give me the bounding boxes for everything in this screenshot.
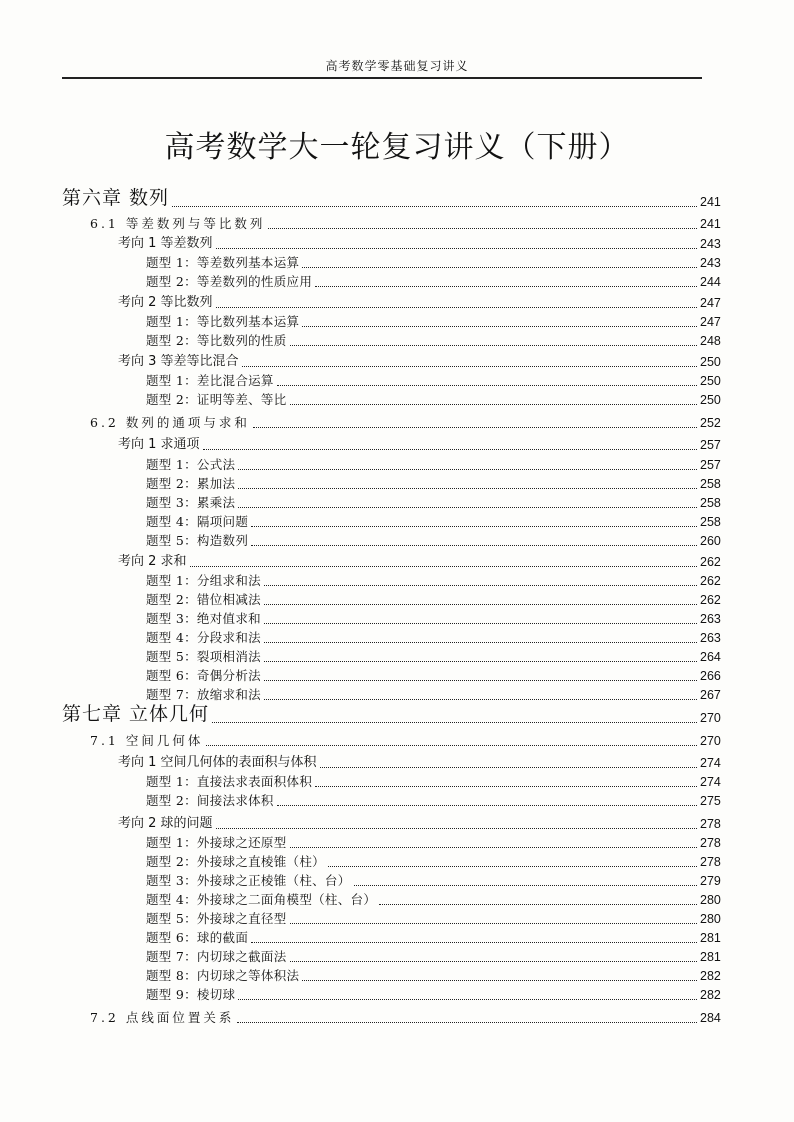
dot-leader — [206, 745, 697, 746]
toc-entry-page-number: 274 — [700, 775, 721, 789]
toc-entry-topic — [0, 753, 794, 771]
toc-entry-type — [0, 312, 794, 330]
toc-entry-page-number: 262 — [700, 593, 721, 607]
toc-entry-label: 考向 2 求和 — [118, 554, 187, 569]
toc-entry-label: 题型 4：外接球之二面角模型（柱、台） — [146, 892, 377, 907]
toc-entry-type — [0, 647, 794, 665]
dot-leader — [216, 828, 697, 829]
toc-entry-label: 考向 3 等差等比混合 — [118, 354, 239, 369]
toc-entry-label: 题型 2：等差数列的性质应用 — [146, 274, 313, 289]
toc-entry-page-number: 252 — [700, 416, 721, 430]
toc-entry-page-number: 282 — [700, 988, 721, 1002]
dot-leader — [238, 469, 697, 470]
toc-entry-label: 7.2 点线面位置关系 — [90, 1010, 235, 1025]
dot-leader — [172, 206, 697, 207]
toc-entry-type — [0, 966, 794, 984]
dot-leader — [302, 980, 697, 981]
toc-entry-page-number: 270 — [700, 734, 721, 748]
toc-entry-type — [0, 852, 794, 870]
toc-entry-page-number: 263 — [700, 612, 721, 626]
toc-entry-label: 考向 2 球的问题 — [118, 816, 213, 831]
toc-entry-page-number: 262 — [700, 555, 721, 569]
toc-entry-type — [0, 512, 794, 530]
dot-leader — [253, 427, 697, 428]
toc-entry-label: 题型 1：直接法求表面积体积 — [146, 774, 313, 789]
toc-entry-label: 7.1 空间几何体 — [90, 733, 204, 748]
dot-leader — [216, 248, 697, 249]
toc-entry-page-number: 257 — [700, 458, 721, 472]
toc-entry-type — [0, 909, 794, 927]
toc-entry-label: 题型 2：外接球之直棱锥（柱） — [146, 854, 325, 869]
toc-entry-page-number: 281 — [700, 931, 721, 945]
toc-entry-topic — [0, 435, 794, 453]
dot-leader — [238, 507, 697, 508]
toc-entry-type — [0, 253, 794, 271]
toc-entry-section — [0, 413, 794, 431]
toc-entry-page-number: 263 — [700, 631, 721, 645]
toc-entry-page-number: 266 — [700, 669, 721, 683]
toc-entry-page-number: 275 — [700, 794, 721, 808]
toc-entry-page-number: 267 — [700, 688, 721, 702]
toc-entry-label: 6.2 数列的通项与求和 — [90, 415, 250, 430]
toc-entry-topic — [0, 814, 794, 832]
toc-entry-label: 题型 4：隔项问题 — [146, 514, 249, 529]
toc-entry-section — [0, 1008, 794, 1026]
toc-entry-page-number: 278 — [700, 855, 721, 869]
toc-entry-page-number: 280 — [700, 893, 721, 907]
toc-entry-page-number: 264 — [700, 650, 721, 664]
toc-entry-label: 第七章 立体几何 — [62, 703, 210, 725]
toc-entry-page-number: 282 — [700, 969, 721, 983]
toc-entry-type — [0, 985, 794, 1003]
toc-entry-type — [0, 833, 794, 851]
toc-entry-page-number: 274 — [700, 756, 721, 770]
toc-entry-page-number: 280 — [700, 912, 721, 926]
toc-entry-label: 题型 1：公式法 — [146, 457, 236, 472]
dot-leader — [264, 585, 697, 586]
toc-entry-type — [0, 590, 794, 608]
toc-entry-page-number: 250 — [700, 374, 721, 388]
dot-leader — [264, 623, 697, 624]
toc-entry-topic — [0, 293, 794, 311]
toc-entry-page-number: 250 — [700, 355, 721, 369]
dot-leader — [212, 722, 697, 723]
toc-entry-section — [0, 731, 794, 749]
toc-entry-label: 题型 6：球的截面 — [146, 930, 249, 945]
toc-entry-label: 题型 2：间接法求体积 — [146, 793, 274, 808]
toc-entry-page-number: 281 — [700, 950, 721, 964]
toc-entry-type — [0, 947, 794, 965]
dot-leader — [379, 904, 697, 905]
dot-leader — [320, 767, 697, 768]
toc-entry-page-number: 250 — [700, 393, 721, 407]
dot-leader — [264, 680, 697, 681]
toc-entry-chapter — [0, 184, 794, 210]
toc-entry-page-number: 278 — [700, 817, 721, 831]
dot-leader — [290, 847, 697, 848]
toc-entry-label: 题型 6：奇偶分析法 — [146, 668, 261, 683]
dot-leader — [203, 449, 697, 450]
toc-entry-label: 题型 2：累加法 — [146, 476, 236, 491]
dot-leader — [302, 326, 697, 327]
toc-entry-page-number: 244 — [700, 275, 721, 289]
toc-entry-label: 第六章 数列 — [62, 187, 170, 209]
toc-entry-page-number: 262 — [700, 574, 721, 588]
dot-leader — [290, 404, 697, 405]
toc-entry-type — [0, 609, 794, 627]
toc-entry-topic — [0, 234, 794, 252]
toc-entry-page-number: 241 — [700, 217, 721, 231]
dot-leader — [264, 604, 697, 605]
toc-entry-label: 考向 1 求通项 — [118, 437, 200, 452]
toc-entry-type — [0, 390, 794, 408]
toc-entry-label: 题型 1：外接球之还原型 — [146, 835, 287, 850]
dot-leader — [268, 228, 697, 229]
dot-leader — [290, 345, 697, 346]
toc-entry-label: 题型 3：绝对值求和 — [146, 611, 261, 626]
toc-entry-label: 考向 1 空间几何体的表面积与体积 — [118, 755, 317, 770]
dot-leader — [290, 961, 697, 962]
dot-leader — [238, 999, 697, 1000]
toc-entry-type — [0, 493, 794, 511]
toc-entry-label: 考向 2 等比数列 — [118, 295, 213, 310]
toc-entry-page-number: 243 — [700, 237, 721, 251]
toc-entry-type — [0, 474, 794, 492]
toc-entry-type — [0, 871, 794, 889]
toc-entry-label: 题型 7：内切球之截面法 — [146, 949, 287, 964]
toc-entry-label: 题型 2：证明等差、等比 — [146, 392, 287, 407]
toc-entry-page-number: 284 — [700, 1011, 721, 1025]
toc-entry-type — [0, 272, 794, 290]
dot-leader — [251, 545, 697, 546]
dot-leader — [354, 885, 697, 886]
dot-leader — [290, 923, 697, 924]
dot-leader — [277, 805, 697, 806]
toc-entry-label: 题型 8：内切球之等体积法 — [146, 968, 300, 983]
toc-entry-page-number: 279 — [700, 874, 721, 888]
dot-leader — [237, 1022, 697, 1023]
dot-leader — [315, 286, 697, 287]
toc-entry-page-number: 248 — [700, 334, 721, 348]
toc-entry-page-number: 270 — [700, 711, 721, 725]
toc-entry-label: 题型 3：外接球之正棱锥（柱、台） — [146, 873, 351, 888]
toc-entry-type — [0, 628, 794, 646]
running-header: 高考数学零基础复习讲义 — [325, 59, 469, 73]
toc-entry-type — [0, 772, 794, 790]
toc-entry-section — [0, 214, 794, 232]
toc-entry-label: 题型 1：差比混合运算 — [146, 373, 274, 388]
toc-entry-page-number: 247 — [700, 315, 721, 329]
dot-leader — [277, 385, 697, 386]
toc-entry-page-number: 257 — [700, 438, 721, 452]
toc-entry-label: 题型 1：等差数列基本运算 — [146, 255, 300, 270]
dot-leader — [216, 307, 697, 308]
toc-entry-topic — [0, 352, 794, 370]
toc-entry-label: 6.1 等差数列与等比数列 — [90, 216, 266, 231]
dot-leader — [302, 267, 697, 268]
dot-leader — [264, 642, 697, 643]
toc-entry-type — [0, 890, 794, 908]
dot-leader — [251, 942, 697, 943]
toc-entry-page-number: 278 — [700, 836, 721, 850]
toc-entry-type — [0, 331, 794, 349]
dot-leader — [264, 661, 697, 662]
dot-leader — [251, 526, 697, 527]
dot-leader — [328, 866, 697, 867]
toc-entry-type — [0, 791, 794, 809]
toc-entry-type — [0, 928, 794, 946]
toc-entry-page-number: 258 — [700, 515, 721, 529]
toc-entry-label: 考向 1 等差数列 — [118, 236, 213, 251]
toc-entry-label: 题型 4：分段求和法 — [146, 630, 261, 645]
toc-entry-label: 题型 5：外接球之直径型 — [146, 911, 287, 926]
toc-entry-label: 题型 1：分组求和法 — [146, 573, 261, 588]
toc-entry-label: 题型 2：等比数列的性质 — [146, 333, 287, 348]
toc-entry-page-number: 258 — [700, 496, 721, 510]
toc-entry-label: 题型 3：累乘法 — [146, 495, 236, 510]
toc-entry-topic — [0, 552, 794, 570]
toc-entry-type — [0, 371, 794, 389]
toc-entry-label: 题型 5：裂项相消法 — [146, 649, 261, 664]
toc-entry-label: 题型 7：放缩求和法 — [146, 687, 261, 702]
toc-entry-label: 题型 1：等比数列基本运算 — [146, 314, 300, 329]
toc-entry-type — [0, 531, 794, 549]
toc-entry-label: 题型 2：错位相减法 — [146, 592, 261, 607]
toc-entry-label: 题型 5：构造数列 — [146, 533, 249, 548]
dot-leader — [315, 786, 697, 787]
toc-entry-chapter — [0, 700, 794, 726]
toc-entry-page-number: 258 — [700, 477, 721, 491]
toc-entry-page-number: 241 — [700, 195, 721, 209]
toc-entry-page-number: 260 — [700, 534, 721, 548]
toc-entry-label: 题型 9：棱切球 — [146, 987, 236, 1002]
dot-leader — [190, 566, 697, 567]
toc-entry-type — [0, 571, 794, 589]
toc-entry-type — [0, 455, 794, 473]
document-title: 高考数学大一轮复习讲义（下册） — [164, 130, 630, 166]
toc-entry-page-number: 247 — [700, 296, 721, 310]
toc-entry-page-number: 243 — [700, 256, 721, 270]
dot-leader — [242, 366, 697, 367]
toc-entry-type — [0, 666, 794, 684]
dot-leader — [238, 488, 697, 489]
